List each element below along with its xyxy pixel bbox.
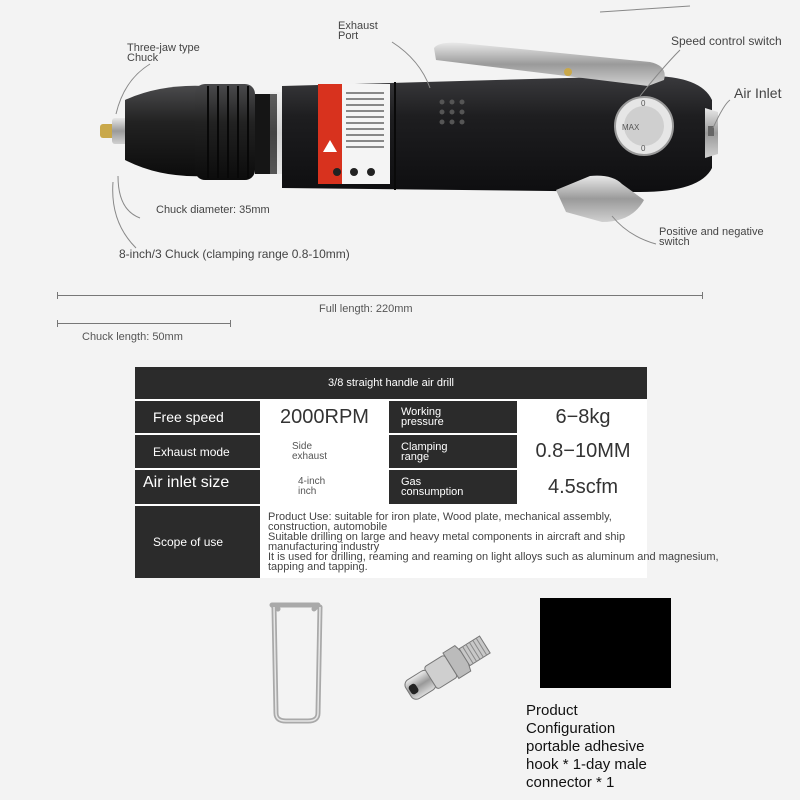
spec-label-clamping-range	[389, 435, 517, 468]
spec-label-working-pressure	[389, 401, 517, 433]
callout-switch-line2: switch	[659, 236, 690, 248]
config-line: hook * 1-day male	[526, 756, 647, 773]
warning-label	[318, 84, 390, 184]
spec-label-gas-consumption	[389, 470, 517, 504]
three-jaw-chuck	[125, 84, 282, 180]
scope-line: Suitable drilling on large and heavy metal components in aircraft and ship	[268, 531, 626, 543]
scope-line: Product Use: suitable for iron plate, Wood plate, mechanical assembly,	[268, 511, 612, 523]
scope-line: tapping and tapping.	[268, 561, 368, 573]
spec-label-clamping-range-l2: range	[401, 450, 430, 463]
spec-label-exhaust-mode: Exhaust mode	[135, 435, 260, 468]
dial-mark-bottom: 0	[641, 144, 646, 153]
callout-chuck-diameter: Chuck diameter: 35mm	[156, 204, 270, 216]
spec-label-air-inlet-size: Air inlet size	[135, 470, 260, 504]
spec-value-exhaust-mode-l2: exhaust	[292, 450, 328, 462]
male-connector-image	[395, 625, 500, 710]
spec-label-working-pressure-l1: Working	[401, 406, 442, 418]
callout-positive-negative-switch	[659, 227, 764, 247]
spec-value-free-speed: 2000RPM	[262, 401, 387, 433]
spec-label-scope-of-use: Scope of use	[135, 506, 260, 578]
config-line: portable adhesive	[526, 738, 645, 755]
spec-label-clamping-range-l1: Clamping	[401, 440, 448, 453]
spec-table	[135, 367, 719, 578]
spec-value-scope-of-use	[262, 506, 719, 578]
callout-exhaust-port-line2: Port	[338, 30, 359, 42]
dial-mark-top: 0	[641, 99, 646, 108]
spec-value-working-pressure: 6−8kg	[519, 401, 647, 433]
spec-table-title: 3/8 straight handle air drill	[135, 367, 647, 399]
spec-value-air-inlet-size-l2: inch	[298, 486, 317, 497]
portable-hook-image	[262, 595, 332, 725]
air-inlet-fitting	[705, 108, 718, 158]
chuck-length-dimension-line	[57, 323, 231, 324]
spec-label-gas-consumption-l2: consumption	[401, 486, 464, 498]
spec-label-gas-consumption-l1: Gas	[401, 476, 422, 488]
product-configuration-text	[526, 702, 647, 792]
spec-value-clamping-range: 0.8−10MM	[519, 435, 647, 468]
scope-line: It is used for drilling, reaming and reaming on light alloys such as aluminum and magnesium,	[268, 551, 719, 563]
dial-max-text: MAX	[622, 123, 640, 132]
full-length-dimension-line	[57, 295, 703, 296]
spec-value-air-inlet-size	[262, 470, 387, 504]
callout-air-inlet: Air Inlet	[734, 85, 782, 101]
chuck-length-label: Chuck length: 50mm	[82, 331, 183, 343]
callout-three-jaw-chuck	[127, 43, 200, 63]
scope-line: construction, automobile	[268, 521, 388, 533]
callout-speed-control-switch: Speed control switch	[671, 34, 782, 48]
callout-switch-line1: Positive and negative	[659, 226, 764, 238]
scope-line: manufacturing industry	[268, 541, 380, 553]
speed-control-dial	[615, 97, 673, 155]
callout-chuck-line2: Chuck	[127, 52, 159, 64]
spec-value-gas-consumption: 4.5scfm	[519, 470, 647, 504]
callout-exhaust-port-line1: Exhaust	[338, 20, 378, 32]
callout-chuck-spec: 8-inch/3 Chuck (clamping range 0.8-10mm)	[119, 247, 350, 261]
configuration-image-placeholder	[540, 598, 671, 688]
config-line: connector * 1	[526, 774, 615, 791]
spec-label-working-pressure-l2: pressure	[401, 416, 444, 428]
spec-value-air-inlet-size-l1: 4-inch	[298, 476, 326, 487]
spec-value-exhaust-mode	[262, 435, 387, 468]
callout-chuck-line1: Three-jaw type	[127, 42, 200, 54]
exhaust-port-holes	[440, 100, 465, 125]
config-line: Configuration	[526, 720, 616, 737]
callout-exhaust-port	[338, 21, 378, 41]
config-line: Product	[526, 702, 578, 719]
spec-value-exhaust-mode-l1: Side	[292, 440, 313, 452]
spec-label-free-speed: Free speed	[135, 401, 260, 433]
full-length-label: Full length: 220mm	[319, 303, 413, 315]
